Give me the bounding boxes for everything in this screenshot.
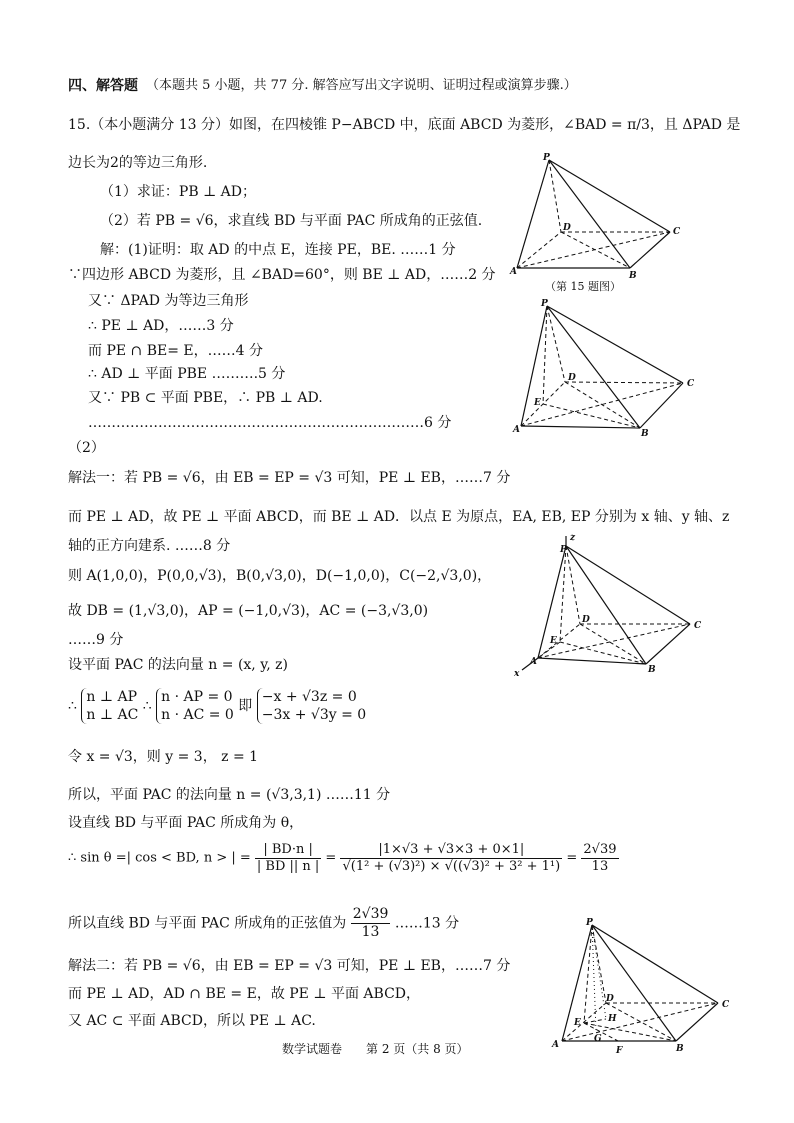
label-C: C <box>722 1000 730 1010</box>
method1-line: 故 DB = (1,√3,0)，AP = (−1,0,√3)，AC = (−3,√3,0) <box>68 603 429 619</box>
question-1: （1）求证：PB ⊥ AD； <box>100 184 257 200</box>
label-C: C <box>687 379 695 389</box>
method1-line: 而 PE ⊥ AD，故 PE ⊥ 平面 ABCD，而 BE ⊥ AD．以点 E 为原点，EA, EB, EP 分别为 x 轴、y 轴、z <box>68 509 730 525</box>
label-P: P <box>586 918 593 928</box>
label-B: B <box>641 429 649 438</box>
pyramid-figure-coordinates <box>508 530 708 680</box>
label-D: D <box>606 994 614 1004</box>
label-A: A <box>552 1040 559 1050</box>
label-D: D <box>582 615 590 625</box>
method2-line: 又 AC ⊂ 平面 ABCD，所以 PE ⊥ AC. <box>68 1013 316 1029</box>
sol1-line: ∴ PE ⊥ AD，……3 分 <box>88 318 234 334</box>
label-G: G <box>594 1034 602 1044</box>
figure-caption: （第 15 题图） <box>545 280 621 293</box>
problem-stem-2: 边长为2的等边三角形. <box>68 155 208 171</box>
sol1-line: ………………………………………………………………6 分 <box>88 415 452 431</box>
label-D: D <box>563 223 571 233</box>
label-B: B <box>648 665 656 675</box>
label-D: D <box>568 373 576 383</box>
label-P: P <box>560 545 567 555</box>
question-2: （2）若 PB = √6，求直线 BD 与平面 PAC 所成角的正弦值. <box>100 213 483 229</box>
label-x: x <box>514 669 520 679</box>
method2-line: 解法二：若 PB = √6，由 EB = EP = √3 可知，PE ⊥ EB，……7 分 <box>68 958 511 974</box>
label-P: P <box>541 299 548 309</box>
label-P: P <box>543 153 550 163</box>
method1-line: 设平面 PAC 的法向量 n = (x, y, z) <box>68 657 289 673</box>
section-note: （本题共 5 小题，共 77 分. 解答应写出文字说明、证明过程或演算步骤.） <box>146 78 577 93</box>
label-A: A <box>530 657 537 667</box>
sol1-line: 又∵ PB ⊂ 平面 PBE，∴ PB ⊥ AD. <box>88 390 323 406</box>
label-F: F <box>616 1046 623 1055</box>
sol1-line: 又∵ ΔPAD 为等边三角形 <box>88 293 249 309</box>
pyramid-figure-1 <box>505 150 695 280</box>
label-H: H <box>608 1014 617 1024</box>
method1-line: ……9 分 <box>68 632 124 648</box>
label-E: E <box>574 1018 581 1028</box>
method1-conclusion: 所以直线 BD 与平面 PAC 所成角的正弦值为 $\frac{2√39}{13}$ ……13 分 <box>68 906 460 940</box>
label-E: E <box>550 636 557 646</box>
label-A: A <box>513 425 520 435</box>
label-C: C <box>673 227 681 237</box>
method1-line: 解法一：若 PB = √6，由 EB = EP = √3 可知，PE ⊥ EB，……7 分 <box>68 470 511 486</box>
label-B: B <box>629 271 637 280</box>
method1-line: 设直线 BD 与平面 PAC 所成角为 θ， <box>68 815 304 831</box>
label-z: z <box>570 533 576 543</box>
label-E: E <box>534 398 541 408</box>
pyramid-figure-4 <box>548 915 738 1055</box>
method2-line: 而 PE ⊥ AD，AD ∩ BE = E，故 PE ⊥ 平面 ABCD， <box>68 986 421 1002</box>
sol1-line: ∴ AD ⊥ 平面 PBE ……….5 分 <box>88 366 286 382</box>
method1-line: 轴的正方向建系. ……8 分 <box>68 538 231 554</box>
equation-system: ∴ n ⊥ AP n ⊥ AC ∴ n · AP = 0 n · AC = 0 即 −x + √3z = 0 −3x + √3y = 0 <box>68 689 367 724</box>
method1-line: 所以，平面 PAC 的法向量 n = (√3,3,1) ……11 分 <box>68 787 391 803</box>
pyramid-figure-2 <box>505 298 700 438</box>
label-C: C <box>694 621 702 631</box>
sol1-line: 解：(1)证明：取 AD 的中点 E，连接 PE，BE. ……1 分 <box>100 242 456 258</box>
page-footer: 数学试题卷 第 2 页（共 8 页） <box>282 1042 469 1056</box>
method1-line: 令 x = √3，则 y = 3， z = 1 <box>68 749 259 765</box>
sol1-line: ∵四边形 ABCD 为菱形，且 ∠BAD=60°，则 BE ⊥ AD，……2 分 <box>68 267 496 283</box>
label-B: B <box>676 1044 684 1054</box>
part2-label: （2） <box>68 440 105 456</box>
method1-line: 则 A(1,0,0)，P(0,0,√3)，B(0,√3,0)，D(−1,0,0)，C(−2,√3,0)， <box>68 568 492 584</box>
label-A: A <box>510 267 517 277</box>
problem-stem-1: 15.（本小题满分 13 分）如图，在四棱锥 P−ABCD 中，底面 ABCD 为菱形，∠BAD = π/3，且 ΔPAD 是 <box>68 117 741 133</box>
sine-formula: ∴ sin θ =| cos < BD, n > | = $\frac{| BD\cdot n |}{| BD || n |}$ = $\frac{|1\times√3 + √3\times 3 + 0\times 1|}{\text{√(1² + (√3)²) × √((√3)² + 3² + 1¹)}}$ = $\frac{2√39}{13}$ <box>68 842 617 874</box>
section-title: 四、解答题 <box>68 78 138 94</box>
sol1-line: 而 PE ∩ BE= E，……4 分 <box>88 343 263 359</box>
